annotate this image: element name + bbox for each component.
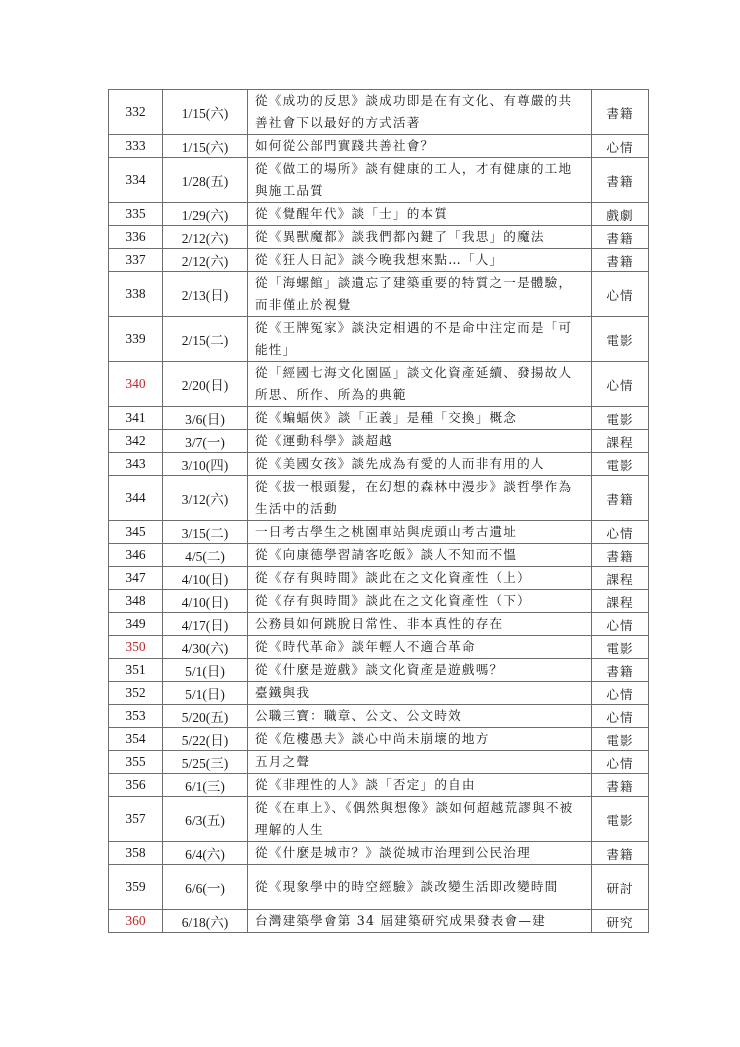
table-row [109, 317, 649, 362]
entry-date: 5/20(五) [163, 705, 248, 728]
entry-number: 339 [109, 317, 163, 362]
entry-title: 公務員如何跳脫日常性、非本真性的存在 [248, 613, 592, 636]
table-row [109, 430, 649, 453]
entry-number: 332 [109, 90, 163, 135]
entry-category: 書籍 [592, 90, 649, 135]
entry-category: 電影 [592, 407, 649, 430]
entry-date: 6/6(一) [163, 865, 248, 910]
entry-category: 研討 [592, 865, 649, 910]
entry-date: 5/1(日) [163, 659, 248, 682]
table-row [109, 362, 649, 407]
entry-number: 359 [109, 865, 163, 910]
table-row [109, 636, 649, 659]
entry-date: 2/15(二) [163, 317, 248, 362]
entry-category: 戲劇 [592, 203, 649, 226]
entry-date: 6/1(三) [163, 774, 248, 797]
entry-number: 338 [109, 272, 163, 317]
table-row [109, 453, 649, 476]
entry-date: 3/15(二) [163, 521, 248, 544]
entry-title: 從《存有與時間》談此在之文化資產性（下） [248, 590, 592, 613]
entry-number: 358 [109, 842, 163, 865]
table-row [109, 865, 649, 910]
entry-category: 電影 [592, 453, 649, 476]
table-row [109, 272, 649, 317]
entry-category: 心情 [592, 521, 649, 544]
entry-number: 334 [109, 158, 163, 203]
entry-category: 書籍 [592, 774, 649, 797]
entry-number: 342 [109, 430, 163, 453]
entry-number: 346 [109, 544, 163, 567]
article-log-table [108, 89, 649, 933]
entry-title: 從《什麼是遊戲》談文化資產是遊戲嗎？ [248, 659, 592, 682]
entry-date: 3/10(四) [163, 453, 248, 476]
table-row [109, 797, 649, 842]
entry-date: 5/25(三) [163, 751, 248, 774]
entry-category: 電影 [592, 636, 649, 659]
entry-date: 1/15(六) [163, 90, 248, 135]
table-row [109, 659, 649, 682]
table-row [109, 407, 649, 430]
entry-date: 2/12(六) [163, 226, 248, 249]
table-row [109, 842, 649, 865]
entry-title: 從《運動科學》談超越 [248, 430, 592, 453]
entry-title: 從《異獸魔都》談我們都內鍵了「我思」的魔法 [248, 226, 592, 249]
entry-category: 課程 [592, 590, 649, 613]
entry-number: 333 [109, 135, 163, 158]
entry-date: 4/17(日) [163, 613, 248, 636]
entry-title: 臺鐵與我 [248, 682, 592, 705]
entry-date: 2/12(六) [163, 249, 248, 272]
table-row [109, 705, 649, 728]
entry-date: 3/7(一) [163, 430, 248, 453]
entry-number: 350 [109, 636, 163, 659]
entry-date: 1/29(六) [163, 203, 248, 226]
entry-category: 心情 [592, 362, 649, 407]
entry-title: 從《蝙蝠俠》談「正義」是種「交換」概念 [248, 407, 592, 430]
entry-date: 5/22(日) [163, 728, 248, 751]
entry-number: 343 [109, 453, 163, 476]
table-row [109, 567, 649, 590]
entry-date: 4/10(日) [163, 567, 248, 590]
entry-number: 355 [109, 751, 163, 774]
entry-title: 從《危樓愚夫》談心中尚未崩壞的地方 [248, 728, 592, 751]
entry-date: 4/30(六) [163, 636, 248, 659]
entry-title: 從「海螺館」談遺忘了建築重要的特質之一是體驗，而非僅止於視覺 [248, 272, 592, 317]
table-row [109, 590, 649, 613]
table-row [109, 158, 649, 203]
table-row [109, 682, 649, 705]
table-row [109, 910, 649, 933]
entry-date: 6/3(五) [163, 797, 248, 842]
entry-number: 354 [109, 728, 163, 751]
entry-date: 6/18(六) [163, 910, 248, 933]
entry-category: 書籍 [592, 842, 649, 865]
entry-title: 從《存有與時間》談此在之文化資產性（上） [248, 567, 592, 590]
entry-title: 從《做工的場所》談有健康的工人，才有健康的工地與施工品質 [248, 158, 592, 203]
table-row [109, 774, 649, 797]
entry-category: 課程 [592, 430, 649, 453]
entry-date: 2/20(日) [163, 362, 248, 407]
table-row [109, 203, 649, 226]
entry-title: 公職三寶：職章、公文、公文時效 [248, 705, 592, 728]
entry-title: 從《狂人日記》談今晚我想來點…「人」 [248, 249, 592, 272]
entry-number: 347 [109, 567, 163, 590]
table-row [109, 476, 649, 521]
table-row [109, 521, 649, 544]
entry-number: 335 [109, 203, 163, 226]
entry-title: 從《拔一根頭髮，在幻想的森林中漫步》談哲學作為生活中的活動 [248, 476, 592, 521]
table-row [109, 751, 649, 774]
entry-number: 353 [109, 705, 163, 728]
entry-number: 348 [109, 590, 163, 613]
entry-category: 電影 [592, 317, 649, 362]
entry-category: 心情 [592, 751, 649, 774]
table-row [109, 544, 649, 567]
entry-category: 心情 [592, 272, 649, 317]
entry-date: 2/13(日) [163, 272, 248, 317]
table-body [109, 90, 649, 933]
table-row [109, 613, 649, 636]
entry-title: 從《現象學中的時空經驗》談改變生活即改變時間 [248, 865, 592, 910]
entry-category: 課程 [592, 567, 649, 590]
entry-title: 從《美國女孩》談先成為有愛的人而非有用的人 [248, 453, 592, 476]
entry-number: 356 [109, 774, 163, 797]
entry-number: 351 [109, 659, 163, 682]
entry-title: 從《時代革命》談年輕人不適合革命 [248, 636, 592, 659]
entry-title: 如何從公部門實踐共善社會？ [248, 135, 592, 158]
entry-category: 書籍 [592, 476, 649, 521]
entry-category: 書籍 [592, 249, 649, 272]
entry-number: 344 [109, 476, 163, 521]
entry-title: 從《在車上》、《偶然與想像》談如何超越荒謬與不被理解的人生 [248, 797, 592, 842]
entry-category: 心情 [592, 682, 649, 705]
entry-date: 6/4(六) [163, 842, 248, 865]
entry-title: 從《向康德學習請客吃飯》談人不知而不慍 [248, 544, 592, 567]
entry-number: 360 [109, 910, 163, 933]
entry-title: 從《覺醒年代》談「士」的本質 [248, 203, 592, 226]
table-row [109, 135, 649, 158]
entry-number: 349 [109, 613, 163, 636]
entry-date: 1/15(六) [163, 135, 248, 158]
table-row [109, 90, 649, 135]
entry-number: 340 [109, 362, 163, 407]
entry-date: 3/12(六) [163, 476, 248, 521]
entry-category: 電影 [592, 728, 649, 751]
entry-number: 357 [109, 797, 163, 842]
entry-category: 書籍 [592, 158, 649, 203]
entry-date: 5/1(日) [163, 682, 248, 705]
entry-date: 1/28(五) [163, 158, 248, 203]
entry-title: 從《王牌冤家》談決定相遇的不是命中注定而是「可能性」 [248, 317, 592, 362]
entry-category: 研究 [592, 910, 649, 933]
entry-title: 一日考古學生之桃園車站與虎頭山考古遺址 [248, 521, 592, 544]
entry-title: 從《非理性的人》談「否定」的自由 [248, 774, 592, 797]
entry-title: 台灣建築學會第 34 屆建築研究成果發表會—建 [248, 910, 592, 933]
entry-category: 書籍 [592, 544, 649, 567]
entry-number: 336 [109, 226, 163, 249]
entry-number: 352 [109, 682, 163, 705]
table-row [109, 728, 649, 751]
entry-category: 心情 [592, 135, 649, 158]
entry-category: 電影 [592, 797, 649, 842]
entry-category: 心情 [592, 705, 649, 728]
entry-number: 337 [109, 249, 163, 272]
entry-category: 心情 [592, 613, 649, 636]
entry-title: 從《成功的反思》談成功即是在有文化、有尊嚴的共善社會下以最好的方式活著 [248, 90, 592, 135]
entry-date: 4/10(日) [163, 590, 248, 613]
entry-date: 4/5(二) [163, 544, 248, 567]
entry-number: 345 [109, 521, 163, 544]
table-row [109, 249, 649, 272]
entry-category: 書籍 [592, 659, 649, 682]
entry-title: 從《什麼是城市？》談從城市治理到公民治理 [248, 842, 592, 865]
table-row [109, 226, 649, 249]
entry-category: 書籍 [592, 226, 649, 249]
entry-title: 從「經國七海文化園區」談文化資產延續、發揚故人所思、所作、所為的典範 [248, 362, 592, 407]
entry-title: 五月之聲 [248, 751, 592, 774]
entry-date: 3/6(日) [163, 407, 248, 430]
entry-number: 341 [109, 407, 163, 430]
